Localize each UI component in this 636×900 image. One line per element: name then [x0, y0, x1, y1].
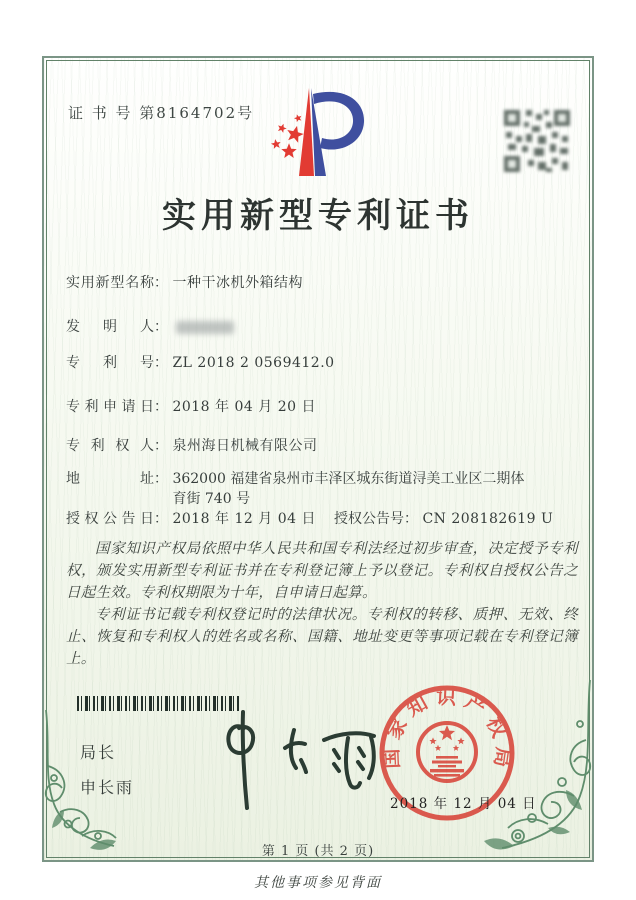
- certificate-frame: [42, 56, 594, 862]
- signature: [206, 706, 396, 830]
- legal-paragraph-1: 国家知识产权局依照中华人民共和国专利法经过初步审查，决定授予专利权，颁发实用新型专利证书并在专利登记簿上予以登记。专利权自授权公告之日起生效。专利权期限为十年，自申请日起算。: [66, 541, 578, 601]
- field-address: [66, 468, 572, 508]
- field-colon: ：: [154, 438, 168, 454]
- field-label: 专利号: [66, 355, 154, 371]
- cnipa-logo-icon: [262, 86, 372, 186]
- field-label: 实用新型名称: [66, 275, 154, 291]
- field-colon: ：: [154, 399, 168, 415]
- page-number: 第 1 页 (共 2 页): [261, 844, 375, 859]
- corner-flourish-left-icon: [42, 708, 134, 862]
- field-utility-model-name: [66, 272, 303, 292]
- field-value: 2018 年 04 月 20 日: [172, 399, 316, 415]
- field-label: 授权公告号: [334, 511, 404, 527]
- field-label: 专利权人: [66, 438, 154, 454]
- field-grant-date-and-number: [66, 508, 554, 528]
- field-colon: ：: [154, 275, 168, 291]
- field-label: 发明人: [66, 319, 154, 335]
- seal-date: 2018 年 12 月 04 日: [390, 796, 537, 812]
- field-grant-number: [334, 508, 553, 528]
- signer-title: 局长: [80, 743, 117, 762]
- back-note: 其他事项参见背面: [254, 875, 382, 891]
- field-patentee: [66, 435, 317, 455]
- national-emblem-icon: [418, 723, 476, 781]
- seal-agency-text: 国家知识产权局: [378, 684, 517, 776]
- certificate-number: 证 书 号 第8164702号: [68, 104, 255, 122]
- field-filing-date: [66, 396, 316, 416]
- field-colon: ：: [404, 511, 418, 527]
- field-colon: ：: [154, 511, 168, 527]
- field-value: ZL 2018 2 0569412.0: [172, 355, 335, 371]
- corner-flourish-right-icon: [474, 678, 594, 862]
- field-inventor: [66, 316, 234, 336]
- field-label: 专利申请日: [66, 399, 154, 415]
- address-line-1: 362000 福建省泉州市丰泽区城东街道浔美工业区二期体: [172, 471, 525, 487]
- field-colon: ：: [154, 319, 168, 335]
- legal-paragraph-2: 专利证书记载专利权登记时的法律状况。专利权的转移、质押、无效、终止、恢复和专利权人的姓名或名称、国籍、地址变更等事项记载在专利登记簿上。: [66, 607, 578, 667]
- field-value: [172, 468, 572, 508]
- field-colon: ：: [154, 355, 168, 371]
- field-value: 泉州海日机械有限公司: [172, 438, 318, 454]
- legal-body-text: [66, 538, 578, 670]
- certificate-title: 实用新型专利证书: [162, 196, 474, 236]
- field-value: 一种干冰机外箱结构: [172, 275, 303, 291]
- field-label: 地址: [66, 471, 154, 487]
- inventor-redacted-blur: [176, 321, 234, 334]
- field-value: CN 208182619 U: [422, 511, 554, 527]
- address-line-2: 育街 740 号: [172, 491, 251, 507]
- field-colon: ：: [154, 471, 168, 487]
- qr-code: [502, 108, 572, 174]
- field-patent-number: [66, 352, 335, 372]
- field-label: 授权公告日: [66, 511, 154, 527]
- field-value: 2018 年 12 月 04 日: [172, 511, 316, 527]
- signer-name: 申长雨: [80, 778, 135, 797]
